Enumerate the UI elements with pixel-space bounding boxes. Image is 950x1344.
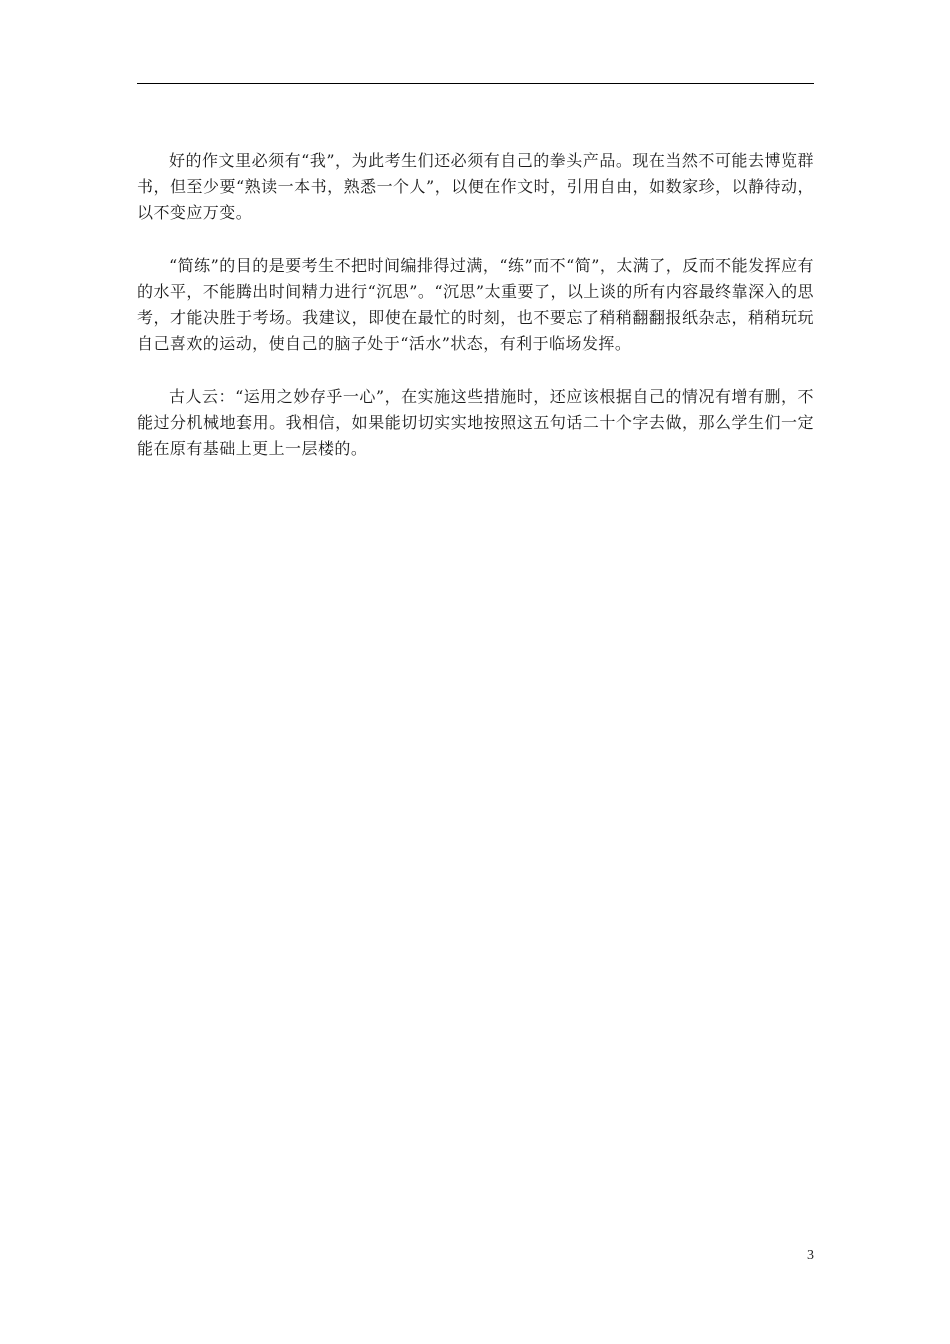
page-number: 3 (807, 1248, 814, 1263)
document-body (137, 148, 814, 489)
paragraph-2: “简练”的目的是要考生不把时间编排得过满，“练”而不“简”，太满了，反而不能发挥应有的水平，不能腾出时间精力进行“沉思”。“沉思”太重要了，以上谈的所有内容最终靠深入的思考，才能决胜于考场。我建议，即使在最忙的时刻，也不要忘了稍稍翻翻报纸杂志，稍稍玩玩自己喜欢的运动，使自己的脑子处于“活水”状态，有利于临场发挥。 (137, 256, 814, 353)
header-rule (137, 83, 814, 84)
paragraph-3: 古人云：“运用之妙存乎一心”，在实施这些措施时，还应该根据自己的情况有增有删，不能过分机械地套用。我相信，如果能切切实实地按照这五句话二十个字去做，那么学生们一定能在原有基础上更上一层楼的。 (137, 387, 814, 458)
paragraph-1: 好的作文里必须有“我”，为此考生们还必须有自己的拳头产品。现在当然不可能去博览群书，但至少要“熟读一本书，熟悉一个人”，以便在作文时，引用自由，如数家珍，以静待动，以不变应万变。 (137, 151, 814, 222)
